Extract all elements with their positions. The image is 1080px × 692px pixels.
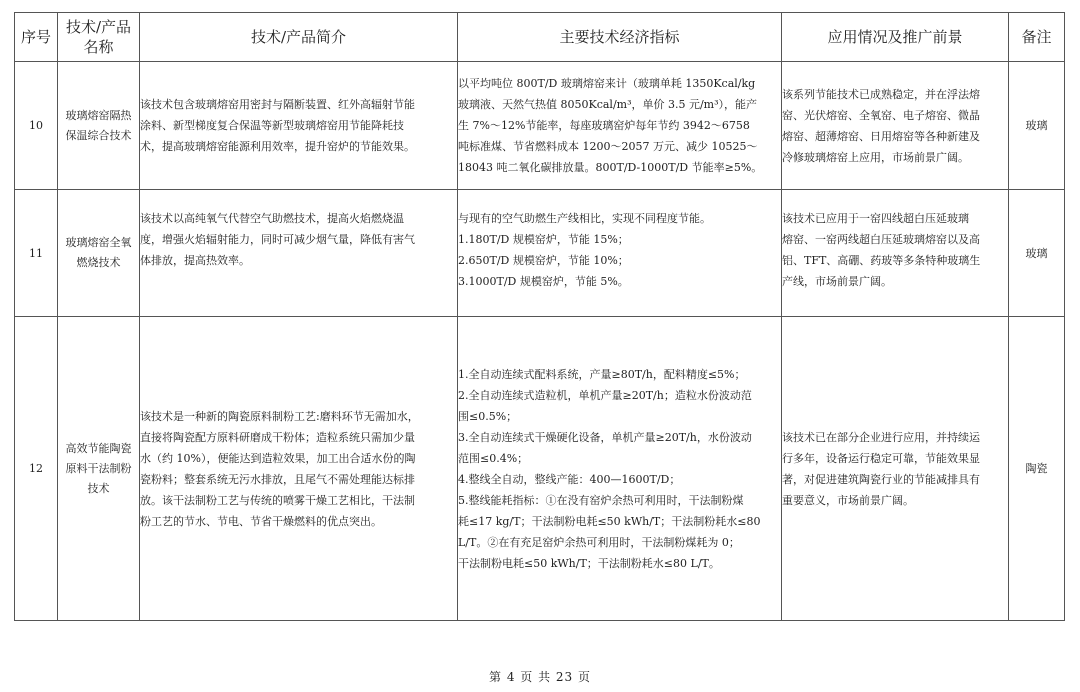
tech-name: 玻璃熔窑隔热 保温综合技术 bbox=[58, 62, 140, 190]
header-name: 技术/产品 名称 bbox=[58, 13, 140, 62]
tech-intro: 该技术是一种新的陶瓷原料制粉工艺:磨料环节无需加水， 直接将陶瓷配方原料研磨成干粉体；造粒系统只需加少量 水（约 10%），便能达到造粒效果，加工出合适水份的陶 瓷粉料；整套系统无污水排放，且尾气不需处理能达标排 放。该干法制粉工艺与传统的喷雾干燥工艺相比，干法制 粉工艺的节水、节电、节省干燥燃料的优点突出。 bbox=[140, 317, 458, 621]
tech-note: 陶瓷 bbox=[1009, 317, 1065, 621]
row-number: 11 bbox=[15, 190, 58, 317]
tech-note: 玻璃 bbox=[1009, 62, 1065, 190]
table-row bbox=[15, 190, 1065, 317]
header-row bbox=[15, 13, 1065, 62]
header-metrics: 主要技术经济指标 bbox=[458, 13, 782, 62]
tech-application: 该技术已在部分企业进行应用，并持续运 行多年，设备运行稳定可靠，节能效果显 著，对促进建筑陶瓷行业的节能减排具有 重要意义，市场前景广阔。 bbox=[782, 317, 1009, 621]
tech-application: 该系列节能技术已成熟稳定，并在浮法熔 窑、光伏熔窑、全氧窑、电子熔窑、微晶 熔窑、超薄熔窑、日用熔窑等各种新建及 冷修玻璃熔窑上应用，市场前景广阔。 bbox=[782, 62, 1009, 190]
page-footer: 第 4 页 共 23 页 bbox=[489, 670, 591, 684]
tech-name: 玻璃熔窑全氧 燃烧技术 bbox=[58, 190, 140, 317]
header-intro: 技术/产品简介 bbox=[140, 13, 458, 62]
tech-intro: 该技术以高纯氧气代替空气助燃技术，提高火焰燃烧温 度，增强火焰辐射能力，同时可减少烟气量，降低有害气 体排放，提高热效率。 bbox=[140, 190, 458, 317]
tech-metrics: 以平均吨位 800T/D 玻璃熔窑来计（玻璃单耗 1350Kcal/kg 玻璃液、天然气热值 8050Kcal/m³，单价 3.5 元/m³），能产 生 7%～12%节能率，每座玻璃窑炉每年节约 3942～6758 吨标准煤、节省燃料成本 1200～2057 万元、减少 10525～ 18043 吨二氧化碳排放量。800T/D-1000T/D 节能率≥5%。 bbox=[458, 62, 782, 190]
tech-name: 高效节能陶瓷 原料干法制粉 技术 bbox=[58, 317, 140, 621]
tech-intro: 该技术包含玻璃熔窑用密封与隔断装置、红外高辐射节能 涂料、新型梯度复合保温等新型玻璃熔窑用节能降耗技 术，提高玻璃熔窑能源利用效率，提升窑炉的节能效果。 bbox=[140, 62, 458, 190]
table-row bbox=[15, 62, 1065, 190]
row-number: 10 bbox=[15, 62, 58, 190]
row-number: 12 bbox=[15, 317, 58, 621]
header-note: 备注 bbox=[1009, 13, 1065, 62]
tech-application: 该技术已应用于一窑四线超白压延玻璃 熔窑、一窑两线超白压延玻璃熔窑以及高 铝、TFT、高硼、药玻等多条特种玻璃生 产线，市场前景广阔。 bbox=[782, 190, 1009, 317]
header-app: 应用情况及推广前景 bbox=[782, 13, 1009, 62]
tech-note: 玻璃 bbox=[1009, 190, 1065, 317]
technology-table bbox=[14, 12, 1065, 621]
table-row bbox=[15, 317, 1065, 621]
header-num: 序号 bbox=[15, 13, 58, 62]
tech-metrics: 与现有的空气助燃生产线相比，实现不同程度节能。 1.180T/D 规模窑炉，节能 15%； 2.650T/D 规模窑炉，节能 10%； 3.1000T/D 规模窑炉，节能 5%。 bbox=[458, 190, 782, 317]
tech-metrics: 1.全自动连续式配料系统，产量≥80T/h，配料精度≤5%； 2.全自动连续式造粒机，单机产量≥20T/h；造粒水份波动范 围≤0.5%； 3.全自动连续式干燥硬化设备，单机产量≥20T/h，水份波动 范围≤0.4%； 4.整线全自动，整线产能：400—1600T/D； 5.整线能耗指标：①在没有窑炉余热可利用时，干法制粉煤 耗≤17 kg/T；干法制粉电耗≤50 kWh/T；干法制粉耗水≤80 L/T。②在有充足窑炉余热可利用时，干法制粉煤耗为 0； 干法制粉电耗≤50 kWh/T；干法制粉耗水≤80 L/T。 bbox=[458, 317, 782, 621]
